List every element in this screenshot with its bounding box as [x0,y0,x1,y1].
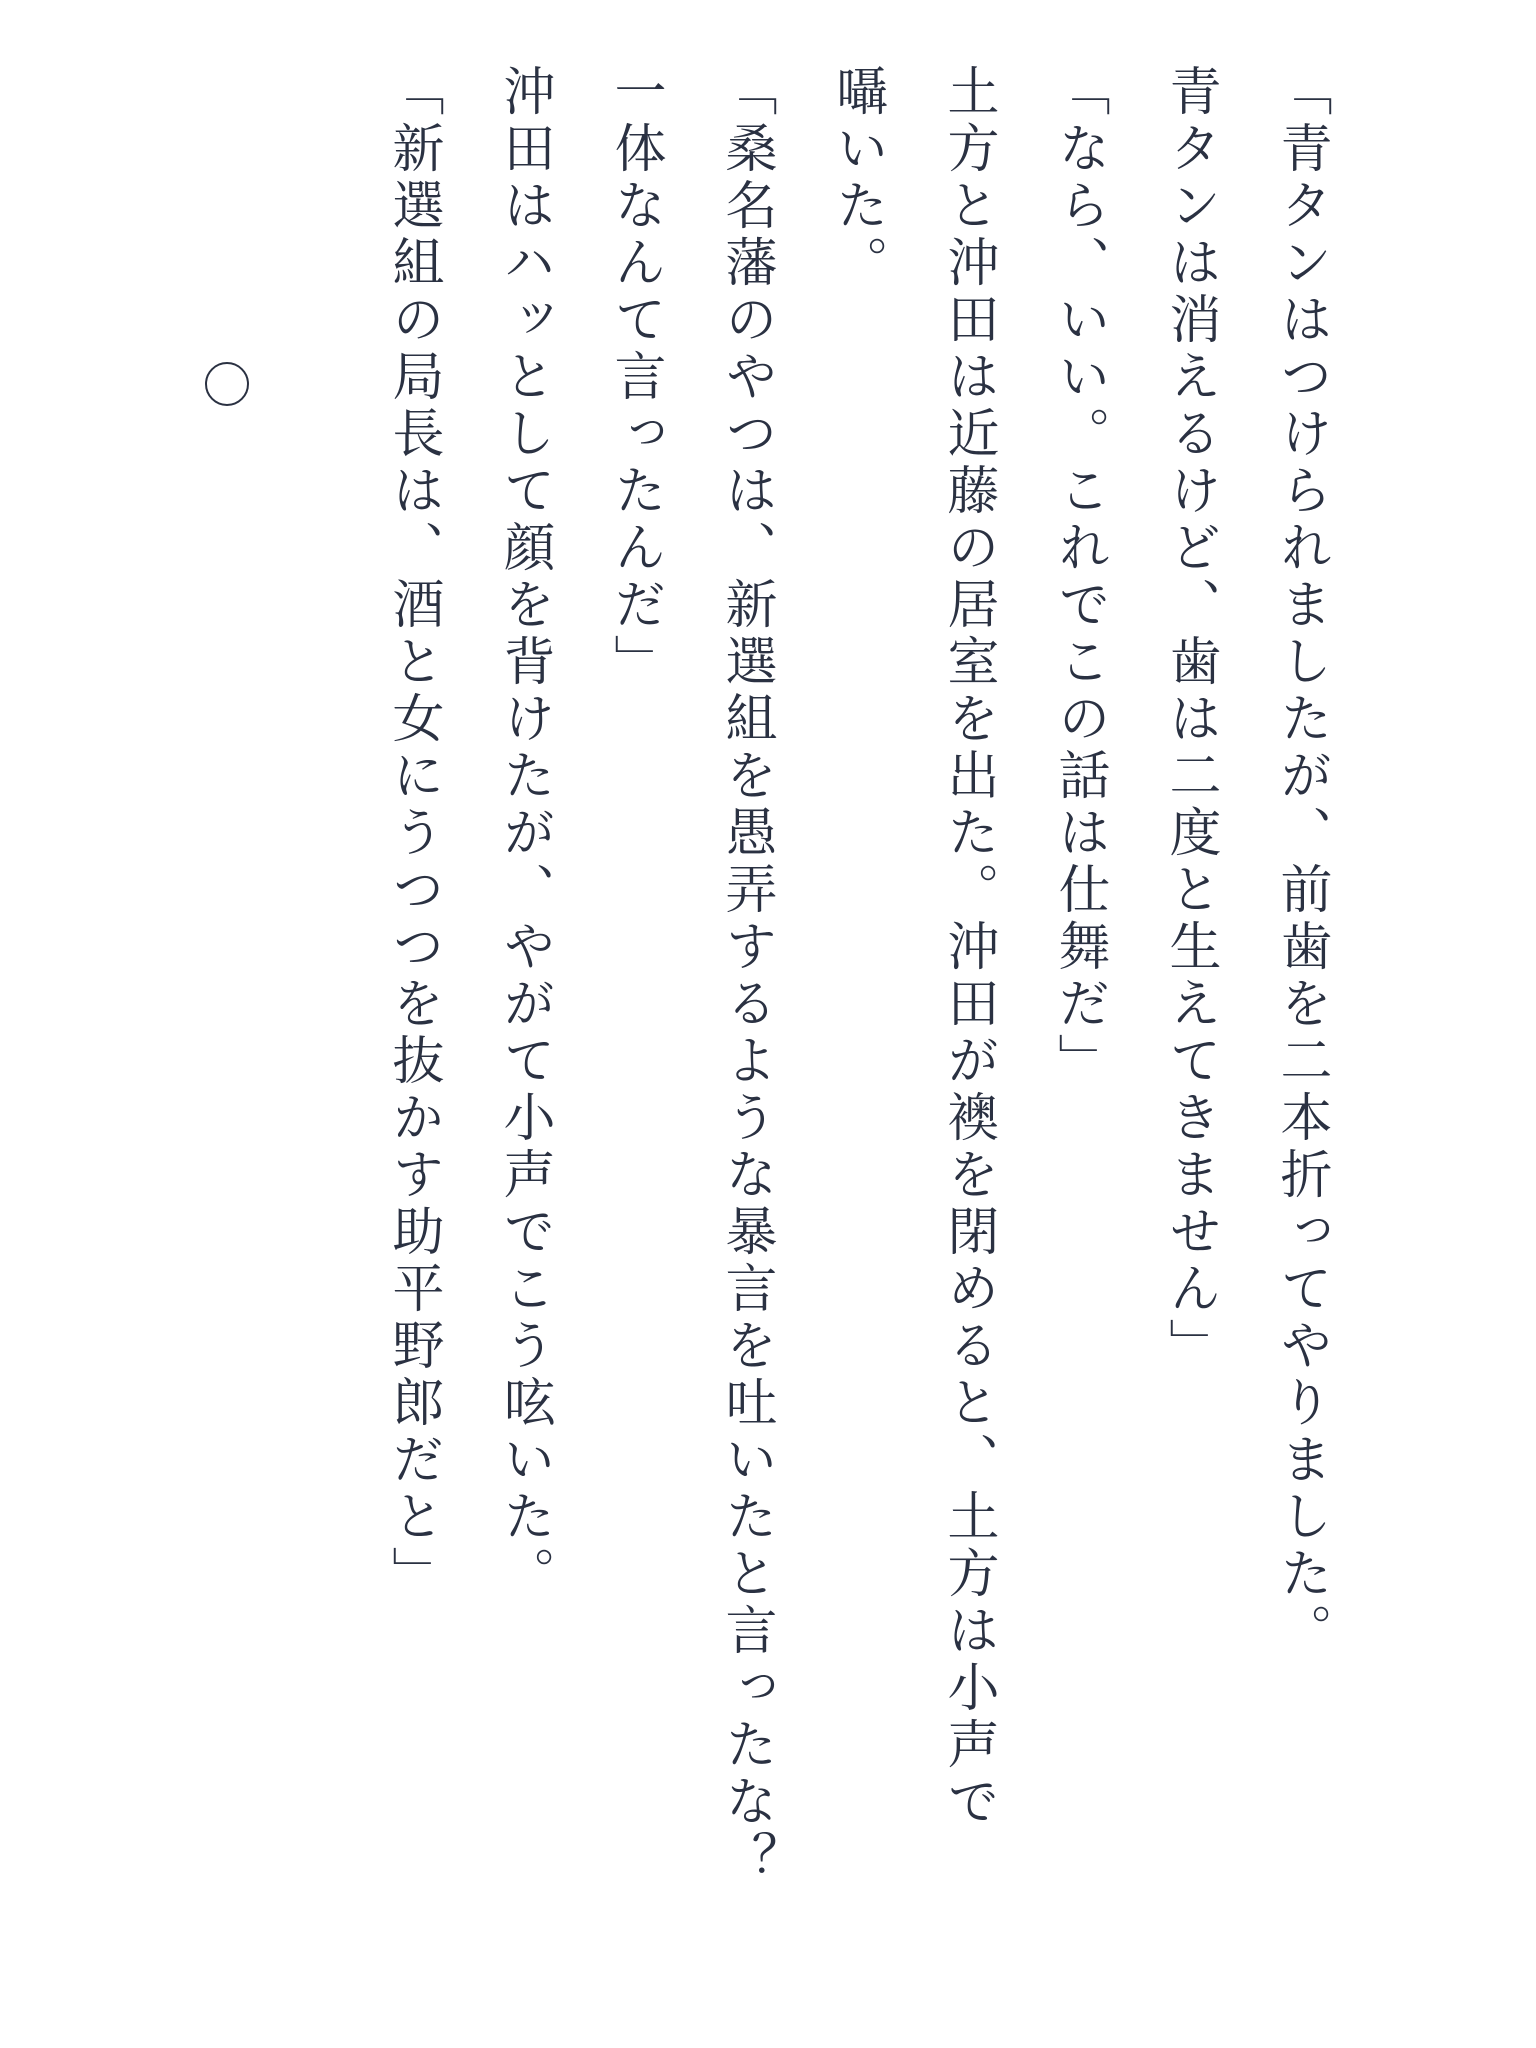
text-line: 「なら、いい。これでこの話は仕舞だ」 [1049,64,1109,1090]
text-line: 一体なんて言ったんだ」 [605,64,665,691]
section-break-circle-icon [205,362,249,406]
text-line: 沖田はハッとして顔を背けたが、やがて小声でこう呟いた。 [494,64,554,1603]
vertical-text-block [357,64,1356,2024]
text-line: 「桑名藩のやつは、新選組を愚弄するような暴言を吐いたと言ったな？ [716,64,776,1888]
text-line: 「青タンはつけられましたが、前歯を二本折ってやりました。 [1271,64,1331,1660]
text-line: 土方と沖田は近藤の居室を出た。沖田が襖を閉めると、土方は小声で [938,64,998,1831]
text-line: 囁いた。 [827,64,887,292]
text-line: 「新選組の局長は、酒と女にうつつを抜かす助平野郎だと」 [383,64,443,1603]
text-line: 青タンは消えるけど、歯は二度と生えてきません」 [1160,64,1220,1375]
